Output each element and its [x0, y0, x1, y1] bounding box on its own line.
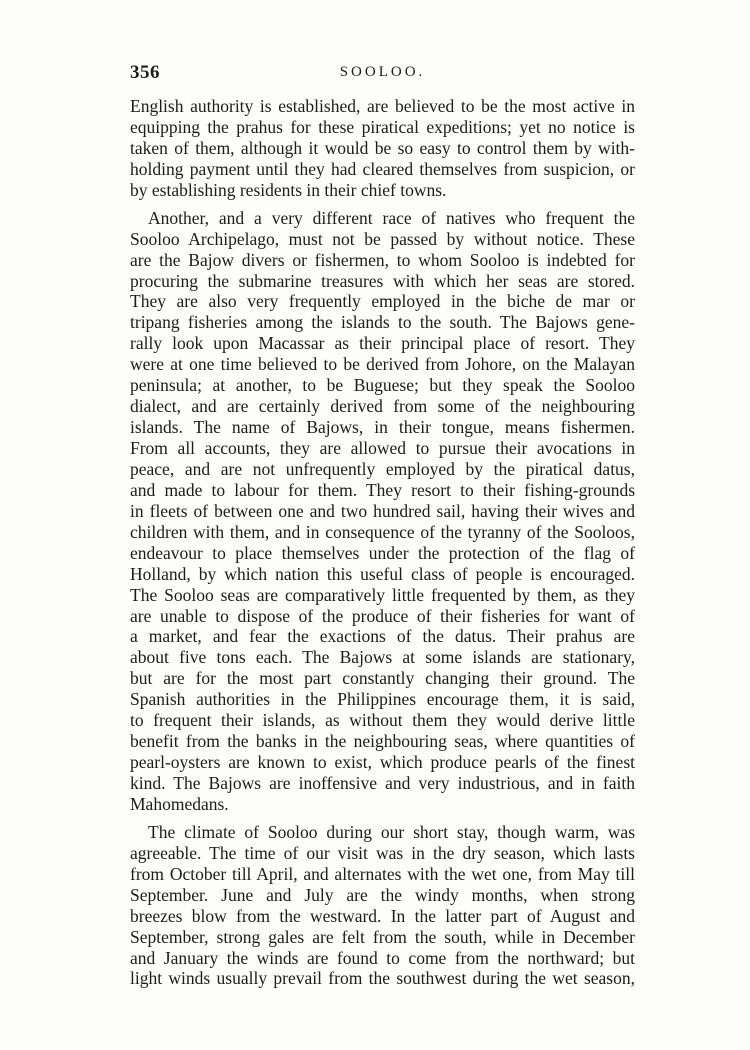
text-line: agreeable. The time of our visit was in the dry season, which lasts	[130, 842, 635, 863]
text-line: Mahomedans.	[130, 793, 229, 814]
text-line: are the Bajow divers or fishermen, to whom Sooloo is indebted for	[130, 249, 635, 270]
paragraph	[130, 822, 635, 990]
text-line: are unable to dispose of the produce of their fisheries for want of	[130, 605, 635, 626]
text-line: breezes blow from the westward. In the latter part of August and	[130, 905, 635, 926]
text-line: to frequent their islands, as without them they would derive little	[130, 710, 635, 731]
text-line: The climate of Sooloo during our short stay, though warm, was	[148, 821, 635, 842]
text-line: from October till April, and alternates with the wet one, from May till	[130, 863, 635, 884]
page-number: 356	[130, 62, 160, 83]
running-head: SOOLOO.	[339, 64, 426, 80]
paragraph-gap	[130, 201, 635, 208]
text-line: holding payment until they had cleared themselves from suspicion, or	[130, 158, 635, 179]
text-line: pearl-oysters are known to exist, which produce pearls of the finest	[130, 752, 635, 773]
body-text	[130, 96, 635, 989]
text-line: procuring the submarine treasures with which her seas are stored.	[130, 270, 635, 291]
text-line: Spanish authorities in the Philippines encourage them, it is said,	[130, 689, 635, 710]
paragraph	[130, 208, 635, 815]
text-line: equipping the prahus for these piratical expeditions; yet no notice is	[130, 116, 635, 137]
text-line: September. June and July are the windy months, when strong	[130, 884, 635, 905]
text-line: peninsula; at another, to be Buguese; but they speak the Sooloo	[130, 375, 635, 396]
text-line: children with them, and in consequence of the tyranny of the Sooloos,	[130, 521, 635, 542]
text-line: and made to labour for them. They resort to their fishing-grounds	[130, 479, 635, 500]
text-line: Holland, by which nation this useful class of people is encouraged.	[130, 563, 635, 584]
text-line: endeavour to place themselves under the protection of the flag of	[130, 542, 635, 563]
text-line: benefit from the banks in the neighbouring seas, where quantities of	[130, 731, 635, 752]
text-line: and January the winds are found to come from the northward; but	[130, 947, 635, 968]
text-line: rally look upon Macassar as their principal place of resort. They	[130, 333, 635, 354]
text-line: light winds usually prevail from the southwest during the wet season,	[130, 968, 635, 989]
page-header	[130, 62, 635, 86]
text-line: tripang fisheries among the islands to the south. The Bajows gene-	[130, 312, 635, 333]
text-line: about five tons each. The Bajows at some islands are stationary,	[130, 647, 635, 668]
text-line: a market, and fear the exactions of the datus. Their prahus are	[130, 626, 635, 647]
text-line: The Sooloo seas are comparatively little frequented by them, as they	[130, 584, 635, 605]
text-line: Sooloo Archipelago, must not be passed by without notice. These	[130, 228, 635, 249]
text-line: by establishing residents in their chief towns.	[130, 179, 447, 200]
text-line: Another, and a very different race of natives who frequent the	[148, 207, 635, 228]
text-line: peace, and are not unfrequently employed by the piratical datus,	[130, 458, 635, 479]
text-line: islands. The name of Bajows, in their tongue, means fishermen.	[130, 417, 635, 438]
paragraph	[130, 96, 635, 201]
text-line: but are for the most part constantly changing their ground. The	[130, 668, 635, 689]
text-line: taken of them, although it would be so easy to control them by with-	[130, 137, 635, 158]
text-line: dialect, and are certainly derived from some of the neighbouring	[130, 396, 635, 417]
text-line: September, strong gales are felt from the south, while in December	[130, 926, 635, 947]
text-line: were at one time believed to be derived from Johore, on the Malayan	[130, 354, 635, 375]
text-line: From all accounts, they are allowed to pursue their avocations in	[130, 438, 635, 458]
text-line: kind. The Bajows are inoffensive and very industrious, and in faith	[130, 773, 635, 793]
paragraph-gap	[130, 815, 635, 822]
text-line: English authority is established, are believed to be the most active in	[130, 96, 635, 116]
text-line: in fleets of between one and two hundred sail, having their wives and	[130, 500, 635, 521]
text-line: They are also very frequently employed in the biche de mar or	[130, 291, 635, 312]
